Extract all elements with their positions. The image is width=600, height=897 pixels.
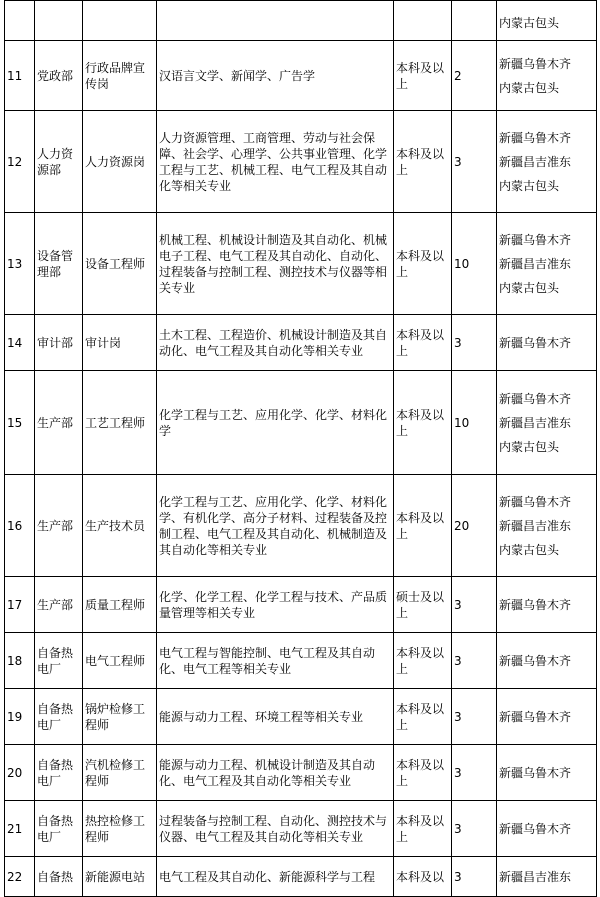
- major-cell: 电气工程及其自动化、新能源科学与工程: [157, 857, 394, 897]
- location-item: 新疆乌鲁木齐: [499, 232, 572, 247]
- location-item: 内蒙古包头: [499, 280, 560, 295]
- major-cell: 土木工程、工程造价、机械设计制造及其自动化、电气工程及其自动化等相关专业: [157, 315, 394, 371]
- department-cell: 自备热电厂: [35, 633, 83, 689]
- education-cell: [394, 1, 452, 41]
- row-number: 14: [5, 315, 35, 371]
- major-cell: 汉语言文学、新闻学、广告学: [157, 41, 394, 111]
- location-item: 新疆乌鲁木齐: [499, 130, 572, 145]
- major-cell: 过程装备与控制工程、自动化、测控技术与仪器、电气工程及其自动化等相关专业: [157, 801, 394, 857]
- education-cell: 本科及以上: [394, 213, 452, 315]
- location-item: 新疆昌吉准东: [499, 415, 572, 430]
- location-item: 新疆乌鲁木齐: [499, 391, 572, 406]
- headcount-cell: 3: [452, 801, 497, 857]
- headcount-cell: 20: [452, 475, 497, 577]
- position-cell: 工艺工程师: [83, 371, 157, 475]
- row-number: 21: [5, 801, 35, 857]
- position-cell: 热控检修工程师: [83, 801, 157, 857]
- location-item: 内蒙古包头: [499, 439, 560, 454]
- location-item: 新疆乌鲁木齐: [499, 821, 572, 836]
- location-item: 新疆乌鲁木齐: [499, 709, 572, 724]
- education-cell: 本科及以上: [394, 745, 452, 801]
- major-cell: 能源与动力工程、机械设计制造及其自动化、电气工程及其自动化等相关专业: [157, 745, 394, 801]
- education-cell: 本科及以上: [394, 111, 452, 213]
- location-cell: [497, 577, 597, 633]
- location-cell: [497, 633, 597, 689]
- education-cell: 本科及以上: [394, 41, 452, 111]
- location-cell: [497, 689, 597, 745]
- headcount-cell: 3: [452, 689, 497, 745]
- education-cell: 本科及以上: [394, 475, 452, 577]
- location-item: 内蒙古包头: [499, 178, 560, 193]
- position-cell: 行政品牌宣传岗: [83, 41, 157, 111]
- department-cell: 人力资源部: [35, 111, 83, 213]
- department-cell: 党政部: [35, 41, 83, 111]
- department-cell: 设备管理部: [35, 213, 83, 315]
- job-table-body: [5, 1, 597, 897]
- position-cell: 汽机检修工程师: [83, 745, 157, 801]
- major-cell: [157, 1, 394, 41]
- position-cell: 人力资源岗: [83, 111, 157, 213]
- location-item: 新疆乌鲁木齐: [499, 653, 572, 668]
- row-number: 22: [5, 857, 35, 897]
- education-cell: 本科及以上: [394, 689, 452, 745]
- location-item: 新疆昌吉准东: [499, 869, 572, 884]
- position-cell: 设备工程师: [83, 213, 157, 315]
- table-row: [5, 213, 597, 315]
- location-item: 新疆昌吉准东: [499, 518, 572, 533]
- location-cell: [497, 857, 597, 897]
- headcount-cell: 10: [452, 371, 497, 475]
- row-number: 11: [5, 41, 35, 111]
- department-cell: 审计部: [35, 315, 83, 371]
- table-row: [5, 857, 597, 897]
- position-cell: 锅炉检修工程师: [83, 689, 157, 745]
- location-item: 内蒙古包头: [499, 80, 560, 95]
- position-cell: 质量工程师: [83, 577, 157, 633]
- location-cell: [497, 371, 597, 475]
- location-cell: [497, 1, 597, 41]
- location-item: 新疆乌鲁木齐: [499, 597, 572, 612]
- location-item: 新疆乌鲁木齐: [499, 335, 572, 350]
- location-item: 新疆乌鲁木齐: [499, 765, 572, 780]
- job-table: [4, 0, 597, 897]
- position-cell: 电气工程师: [83, 633, 157, 689]
- table-row: [5, 1, 597, 41]
- row-number: 15: [5, 371, 35, 475]
- table-row: [5, 633, 597, 689]
- department-cell: 自备热: [35, 857, 83, 897]
- row-number: 16: [5, 475, 35, 577]
- location-cell: [497, 213, 597, 315]
- headcount-cell: 3: [452, 857, 497, 897]
- position-cell: 新能源电站: [83, 857, 157, 897]
- education-cell: 本科及以: [394, 857, 452, 897]
- table-row: [5, 801, 597, 857]
- headcount-cell: 3: [452, 577, 497, 633]
- table-row: [5, 41, 597, 111]
- table-row: [5, 315, 597, 371]
- major-cell: 化学工程与工艺、应用化学、化学、材料化学、有机化学、高分子材料、过程装备及控制工程、电气工程及其自动化、机械制造及其自动化等相关专业: [157, 475, 394, 577]
- department-cell: 自备热电厂: [35, 745, 83, 801]
- department-cell: 自备热电厂: [35, 801, 83, 857]
- headcount-cell: 3: [452, 315, 497, 371]
- education-cell: 硕士及以上: [394, 577, 452, 633]
- location-item: 新疆乌鲁木齐: [499, 56, 572, 71]
- location-cell: [497, 801, 597, 857]
- table-row: [5, 577, 597, 633]
- location-cell: [497, 745, 597, 801]
- education-cell: 本科及以上: [394, 633, 452, 689]
- headcount-cell: 2: [452, 41, 497, 111]
- headcount-cell: [452, 1, 497, 41]
- headcount-cell: 3: [452, 111, 497, 213]
- table-row: [5, 745, 597, 801]
- major-cell: 人力资源管理、工商管理、劳动与社会保障、社会学、心理学、公共事业管理、化学工程与工艺、机械工程、电气工程及其自动化等相关专业: [157, 111, 394, 213]
- location-item: 新疆昌吉准东: [499, 154, 572, 169]
- department-cell: 生产部: [35, 371, 83, 475]
- table-row: [5, 111, 597, 213]
- location-item: 内蒙古包头: [499, 542, 560, 557]
- row-number: 19: [5, 689, 35, 745]
- row-number: 13: [5, 213, 35, 315]
- position-cell: 审计岗: [83, 315, 157, 371]
- location-cell: [497, 41, 597, 111]
- headcount-cell: 3: [452, 745, 497, 801]
- table-row: [5, 475, 597, 577]
- row-number: [5, 1, 35, 41]
- department-cell: 生产部: [35, 577, 83, 633]
- position-cell: 生产技术员: [83, 475, 157, 577]
- row-number: 20: [5, 745, 35, 801]
- table-row: [5, 689, 597, 745]
- education-cell: 本科及以上: [394, 801, 452, 857]
- education-cell: 本科及以上: [394, 315, 452, 371]
- major-cell: 能源与动力工程、环境工程等相关专业: [157, 689, 394, 745]
- table-row: [5, 371, 597, 475]
- department-cell: 自备热电厂: [35, 689, 83, 745]
- position-cell: [83, 1, 157, 41]
- major-cell: 机械工程、机械设计制造及其自动化、机械电子工程、电气工程及其自动化、自动化、过程装备与控制工程、测控技术与仪器等相关专业: [157, 213, 394, 315]
- row-number: 17: [5, 577, 35, 633]
- location-cell: [497, 475, 597, 577]
- row-number: 18: [5, 633, 35, 689]
- location-item: 新疆乌鲁木齐: [499, 494, 572, 509]
- headcount-cell: 3: [452, 633, 497, 689]
- major-cell: 化学工程与工艺、应用化学、化学、材料化学: [157, 371, 394, 475]
- major-cell: 电气工程与智能控制、电气工程及其自动化、电气工程等相关专业: [157, 633, 394, 689]
- location-cell: [497, 315, 597, 371]
- headcount-cell: 10: [452, 213, 497, 315]
- major-cell: 化学、化学工程、化学工程与技术、产品质量管理等相关专业: [157, 577, 394, 633]
- location-item: 内蒙古包头: [499, 16, 560, 30]
- row-number: 12: [5, 111, 35, 213]
- department-cell: 生产部: [35, 475, 83, 577]
- location-cell: [497, 111, 597, 213]
- department-cell: [35, 1, 83, 41]
- education-cell: 本科及以上: [394, 371, 452, 475]
- location-item: 新疆昌吉准东: [499, 256, 572, 271]
